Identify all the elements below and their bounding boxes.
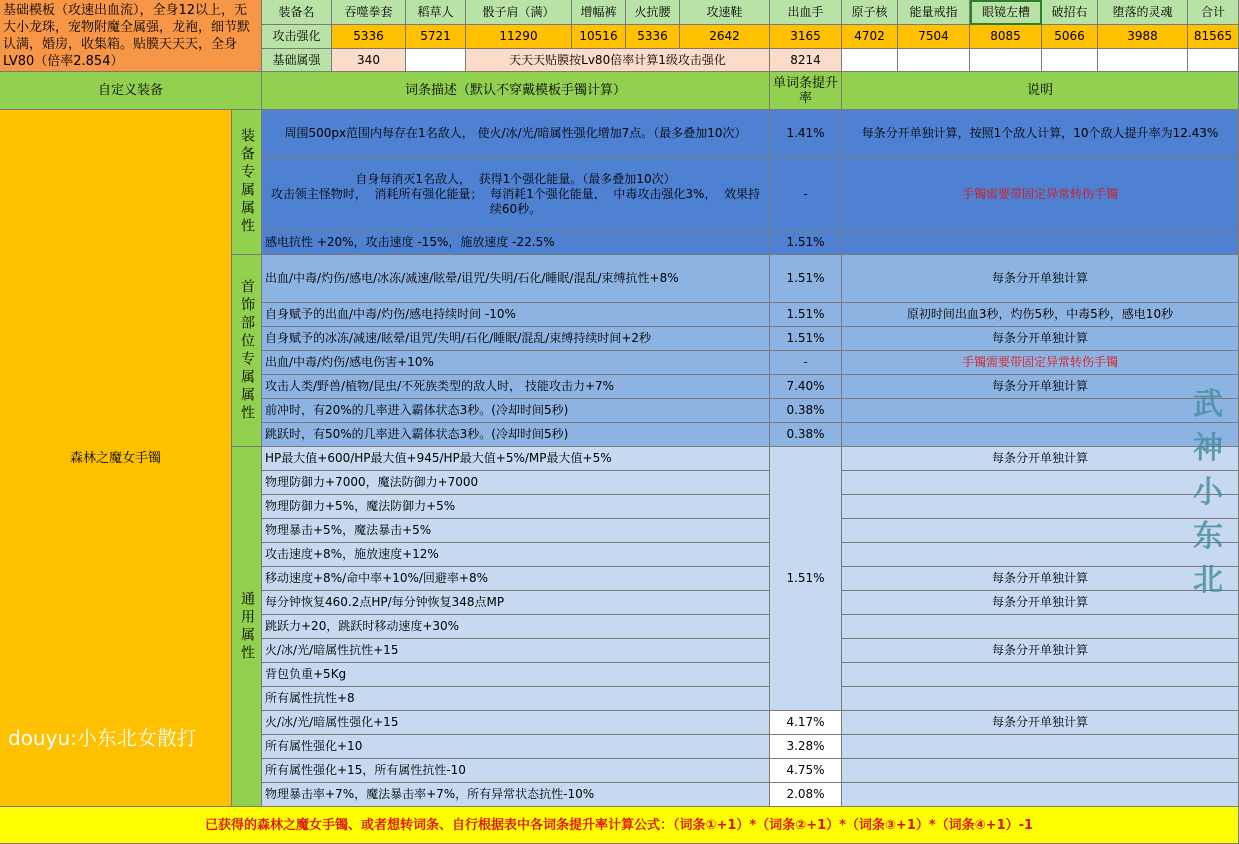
equip-name-cell[interactable]: 火抗腰: [626, 0, 680, 25]
explain-cell[interactable]: 每条分开单独计算: [842, 591, 1239, 615]
header-description[interactable]: 词条描述（默认不穿戴模板手镯计算）: [262, 72, 770, 110]
equip-name-cell[interactable]: 破招右: [1042, 0, 1098, 25]
explain-cell-warning[interactable]: 手镯需要带固定异常转伤手镯: [842, 158, 1239, 231]
group-label-accessory[interactable]: 首饰部位专属属性: [232, 255, 262, 447]
explain-cell[interactable]: 每条分开单独计算: [842, 375, 1239, 399]
equip-name-cell[interactable]: 吞噬拳套: [332, 0, 406, 25]
equip-name-cell[interactable]: 原子核: [842, 0, 898, 25]
equip-name-cell[interactable]: 攻速鞋: [680, 0, 770, 25]
desc-cell[interactable]: 周围500px范围内每存在1名敌人， 使火/冰/光/暗属性强化增加7点。（最多叠加10次）: [262, 110, 770, 158]
attack-value-cell[interactable]: 10516: [572, 25, 626, 49]
desc-cell[interactable]: 前冲时，有20%的几率进入霸体状态3秒。(冷却时间5秒): [262, 399, 770, 423]
rate-cell[interactable]: 1.51%: [770, 231, 842, 255]
explain-cell[interactable]: 每条分开单独计算: [842, 711, 1239, 735]
desc-cell[interactable]: 所有属性抗性+8: [262, 687, 770, 711]
empty-cell[interactable]: [1098, 49, 1188, 72]
attack-value-cell[interactable]: 3988: [1098, 25, 1188, 49]
explain-cell[interactable]: [842, 543, 1239, 567]
explain-cell[interactable]: 每条分开单独计算: [842, 639, 1239, 663]
equip-name-cell[interactable]: 骰子肩（满）: [466, 0, 572, 25]
equip-name-cell[interactable]: 出血手: [770, 0, 842, 25]
desc-cell[interactable]: 攻击人类/野兽/植物/昆虫/不死族类型的敌人时， 技能攻击力+7%: [262, 375, 770, 399]
desc-cell[interactable]: 移动速度+8%/命中率+10%/回避率+8%: [262, 567, 770, 591]
desc-cell[interactable]: 物理暴击率+7%，魔法暴击率+7%，所有异常状态抗性-10%: [262, 783, 770, 807]
explain-cell[interactable]: [842, 519, 1239, 543]
explain-cell[interactable]: [842, 663, 1239, 687]
rate-cell[interactable]: 1.51%: [770, 255, 842, 303]
empty-cell[interactable]: [898, 49, 970, 72]
empty-cell[interactable]: [406, 49, 466, 72]
attack-value-cell[interactable]: 11290: [466, 25, 572, 49]
desc-cell[interactable]: 出血/中毒/灼伤/感电伤害+10%: [262, 351, 770, 375]
rate-cell[interactable]: 0.38%: [770, 423, 842, 447]
desc-cell[interactable]: 跳跃时，有50%的几率进入霸体状态3秒。(冷却时间5秒): [262, 423, 770, 447]
desc-cell[interactable]: 所有属性强化+15，所有属性抗性-10: [262, 759, 770, 783]
attack-value-cell[interactable]: 5336: [332, 25, 406, 49]
group-label-general[interactable]: 通用属性: [232, 447, 262, 807]
attack-value-cell[interactable]: 2642: [680, 25, 770, 49]
attack-value-cell[interactable]: 8085: [970, 25, 1042, 49]
explain-cell[interactable]: 每条分开单独计算，按照1个敌人计算，10个敌人提升率为12.43%: [842, 110, 1239, 158]
rate-cell-merged[interactable]: 1.51%: [770, 447, 842, 711]
rate-cell[interactable]: 4.17%: [770, 711, 842, 735]
desc-cell[interactable]: HP最大值+600/HP最大值+945/HP最大值+5%/MP最大值+5%: [262, 447, 770, 471]
attack-value-cell[interactable]: 5336: [626, 25, 680, 49]
explain-cell[interactable]: 每条分开单独计算: [842, 447, 1239, 471]
base-note-cell[interactable]: 天天天贴膜按Lv80倍率计算1级攻击强化: [466, 49, 770, 72]
rate-cell[interactable]: 1.51%: [770, 303, 842, 327]
explain-cell[interactable]: 每条分开单独计算: [842, 567, 1239, 591]
explain-cell[interactable]: [842, 471, 1239, 495]
rate-cell[interactable]: 4.75%: [770, 759, 842, 783]
rate-cell[interactable]: 1.41%: [770, 110, 842, 158]
equip-header-label[interactable]: 装备名: [262, 0, 332, 25]
explain-cell[interactable]: 原初时间出血3秒，灼伤5秒，中毒5秒，感电10秒: [842, 303, 1239, 327]
item-name-cell[interactable]: 森林之魔女手镯: [0, 110, 232, 807]
attack-row-label[interactable]: 攻击强化: [262, 25, 332, 49]
explain-cell[interactable]: [842, 399, 1239, 423]
desc-cell[interactable]: 火/冰/光/暗属性强化+15: [262, 711, 770, 735]
desc-cell[interactable]: 自身赋予的冰冻/减速/眩晕/诅咒/失明/石化/睡眠/混乱/束缚持续时间+2秒: [262, 327, 770, 351]
equip-name-cell[interactable]: 稻草人: [406, 0, 466, 25]
attack-value-cell[interactable]: 3165: [770, 25, 842, 49]
explain-cell[interactable]: [842, 231, 1239, 255]
base-extra-cell[interactable]: 8214: [770, 49, 842, 72]
rate-cell[interactable]: 2.08%: [770, 783, 842, 807]
desc-cell[interactable]: 物理防御力+5%，魔法防御力+5%: [262, 495, 770, 519]
base-value-cell[interactable]: 340: [332, 49, 406, 72]
desc-cell[interactable]: 物理暴击+5%，魔法暴击+5%: [262, 519, 770, 543]
vertical-watermark: 武 神 小 东 北: [1193, 387, 1223, 598]
equip-name-cell[interactable]: 合计: [1188, 0, 1239, 25]
desc-cell[interactable]: 自身赋予的出血/中毒/灼伤/感电持续时间 -10%: [262, 303, 770, 327]
group-label-exclusive[interactable]: 装备专属属性: [232, 110, 262, 255]
desc-cell[interactable]: 感电抗性 +20%，攻击速度 -15%，施放速度 -22.5%: [262, 231, 770, 255]
explain-cell[interactable]: [842, 687, 1239, 711]
header-explain[interactable]: 说明: [842, 72, 1239, 110]
rate-cell[interactable]: -: [770, 351, 842, 375]
base-row-label[interactable]: 基础属强: [262, 49, 332, 72]
desc-cell[interactable]: 每分钟恢复460.2点HP/每分钟恢复348点MP: [262, 591, 770, 615]
desc-cell[interactable]: 所有属性强化+10: [262, 735, 770, 759]
attack-total-cell[interactable]: 81565: [1188, 25, 1239, 49]
template-note[interactable]: 基础模板（攻速出血流），全身12以上，无大小龙珠，宠物附魔全属强，龙袍，细节默认满，婚房，收集箱。贴膜天天天，全身LV80（倍率2.854）: [0, 0, 262, 72]
header-rate[interactable]: 单词条提升率: [770, 72, 842, 110]
empty-cell[interactable]: [970, 49, 1042, 72]
footer-formula[interactable]: 已获得的森林之魔女手镯、或者想转词条、自行根据表中各词条提升率计算公式：（词条①+1）*（词条②+1）*（词条③+1）*（词条④+1）-1: [0, 807, 1239, 844]
empty-cell[interactable]: [842, 49, 898, 72]
desc-cell[interactable]: 火/冰/光/暗属性抗性+15: [262, 639, 770, 663]
explain-cell[interactable]: 每条分开单独计算: [842, 255, 1239, 303]
desc-cell[interactable]: 跳跃力+20，跳跃时移动速度+30%: [262, 615, 770, 639]
explain-cell[interactable]: [842, 783, 1239, 807]
equip-name-cell[interactable]: 能量戒指: [898, 0, 970, 25]
attack-value-cell[interactable]: 5066: [1042, 25, 1098, 49]
rate-cell[interactable]: -: [770, 158, 842, 231]
explain-cell[interactable]: [842, 735, 1239, 759]
rate-cell[interactable]: 0.38%: [770, 399, 842, 423]
desc-cell[interactable]: 物理防御力+7000，魔法防御力+7000: [262, 471, 770, 495]
attack-value-cell[interactable]: 7504: [898, 25, 970, 49]
desc-cell[interactable]: 背包负重+5Kg: [262, 663, 770, 687]
rate-cell[interactable]: 7.40%: [770, 375, 842, 399]
rate-cell[interactable]: 3.28%: [770, 735, 842, 759]
attack-value-cell[interactable]: 5721: [406, 25, 466, 49]
equip-name-cell-selected[interactable]: 眼镜左槽: [970, 0, 1042, 25]
header-custom-equip[interactable]: 自定义装备: [0, 72, 262, 110]
explain-cell[interactable]: [842, 495, 1239, 519]
empty-cell[interactable]: [1042, 49, 1098, 72]
desc-cell[interactable]: 自身每消灭1名敌人， 获得1个强化能量。（最多叠加10次） 攻击领主怪物时， 消耗所有强化能量； 每消耗1个强化能量， 中毒攻击强化3%， 效果持续60秒。: [262, 158, 770, 231]
streamer-watermark: douyu:小东北女散打: [8, 726, 197, 750]
desc-cell[interactable]: 攻击速度+8%，施放速度+12%: [262, 543, 770, 567]
explain-cell[interactable]: [842, 615, 1239, 639]
rate-cell[interactable]: 1.51%: [770, 327, 842, 351]
attack-value-cell[interactable]: 4702: [842, 25, 898, 49]
explain-cell[interactable]: 每条分开单独计算: [842, 327, 1239, 351]
equip-name-cell[interactable]: 增幅裤: [572, 0, 626, 25]
desc-cell[interactable]: 出血/中毒/灼伤/感电/冰冻/减速/眩晕/诅咒/失明/石化/睡眠/混乱/束缚抗性+8%: [262, 255, 770, 303]
empty-cell[interactable]: [1188, 49, 1239, 72]
explain-cell-warning[interactable]: 手镯需要带固定异常转伤手镯: [842, 351, 1239, 375]
equip-name-cell[interactable]: 堕落的灵魂: [1098, 0, 1188, 25]
explain-cell[interactable]: [842, 759, 1239, 783]
explain-cell[interactable]: [842, 423, 1239, 447]
